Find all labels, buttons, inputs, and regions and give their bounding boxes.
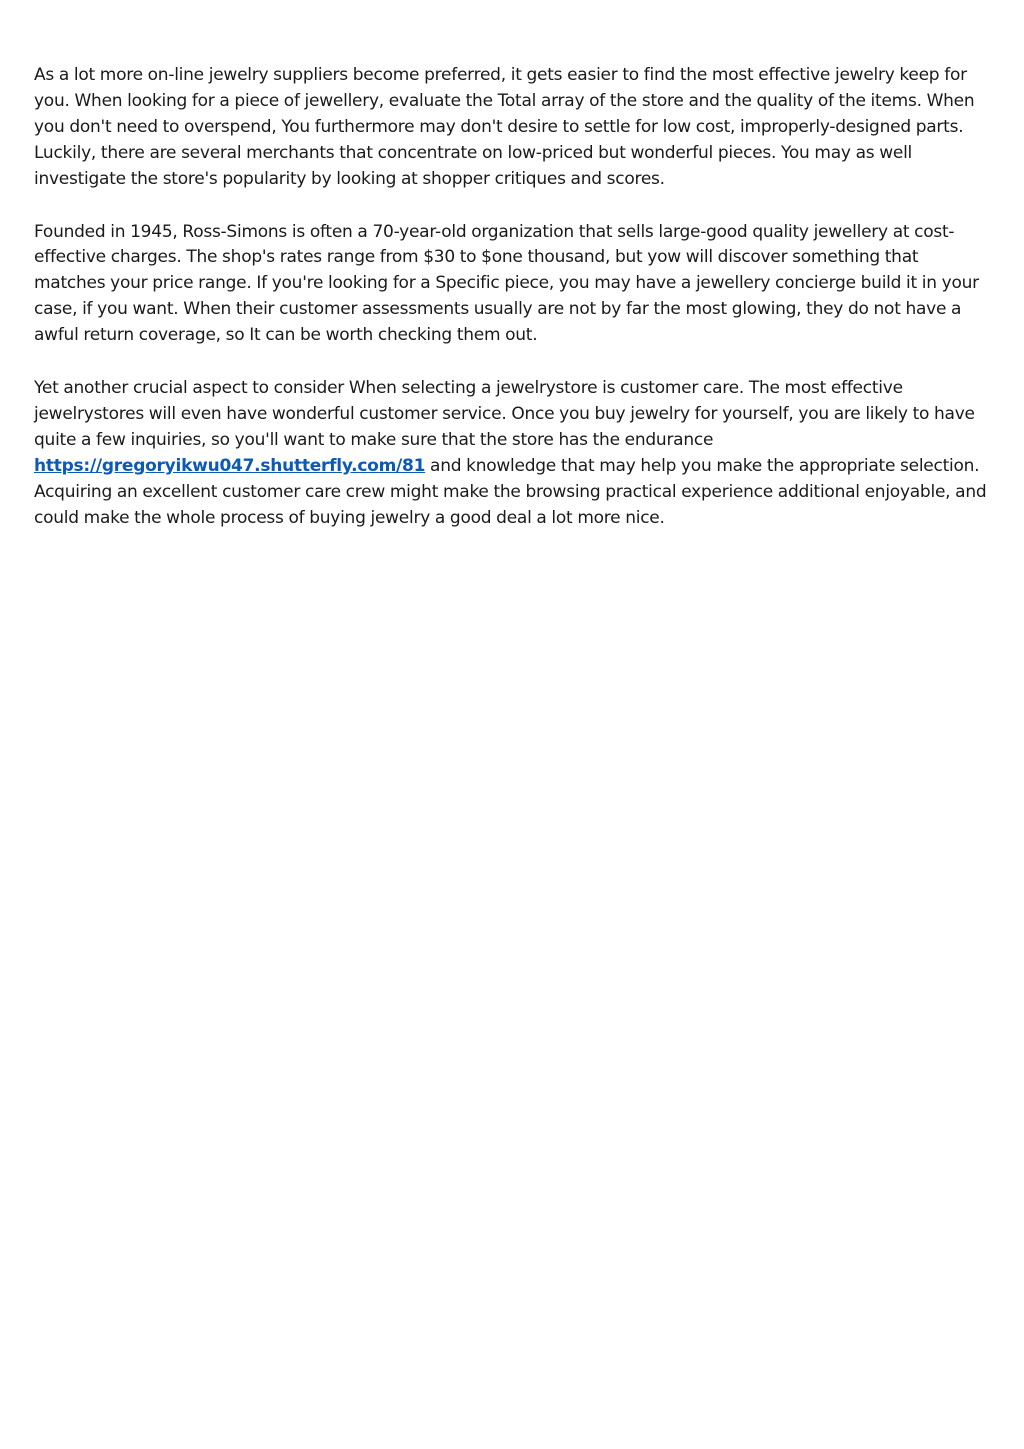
paragraph-3-text-before-link: Yet another crucial aspect to consider When selecting a jewelrystore is customer care. The most effective jewelrystores will even have wonderful customer service. Once you buy jewelry for yourself, you are likely to have quite a few inquiries, so you'll want to make sure that the store has the endurance [34,378,975,450]
paragraph-1: As a lot more on-line jewelry suppliers become preferred, it gets easier to find the most effective jewelry keep for you. When looking for a piece of jewellery, evaluate the Total array of the store and the quality of the items. When you don't need to overspend, You furthermore may don't desire to settle for low cost, improperly-designed parts. Luckily, there are several merchants that concentrate on low-priced but wonderful pieces. You may as well investigate the store's popularity by looking at shopper critiques and scores. [34,65,975,189]
document-body [34,63,992,559]
shutterfly-link[interactable]: https://gregoryikwu047.shutterfly.com/81 [34,455,426,476]
paragraph-3 [34,376,992,531]
paragraph-3-text-after-link: and knowledge that may help you make the appropriate selection. Acquiring an excellent customer care crew might make the browsing practical experience additional enjoyable, and could make the whole process of buying jewelry a good deal a lot more nice. [34,455,987,528]
paragraph-2: Founded in 1945, Ross-Simons is often a 70-year-old organization that sells large-good quality jewellery at cost-effective charges. The shop's rates range from $30 to $one thousand, but yow will discover something that matches your price range. If you're looking for a Specific piece, you may have a jewellery concierge build it in your case, if you want. When their customer assessments usually are not by far the most glowing, they do not have a awful return coverage, so It can be worth checking them out. [34,221,979,346]
